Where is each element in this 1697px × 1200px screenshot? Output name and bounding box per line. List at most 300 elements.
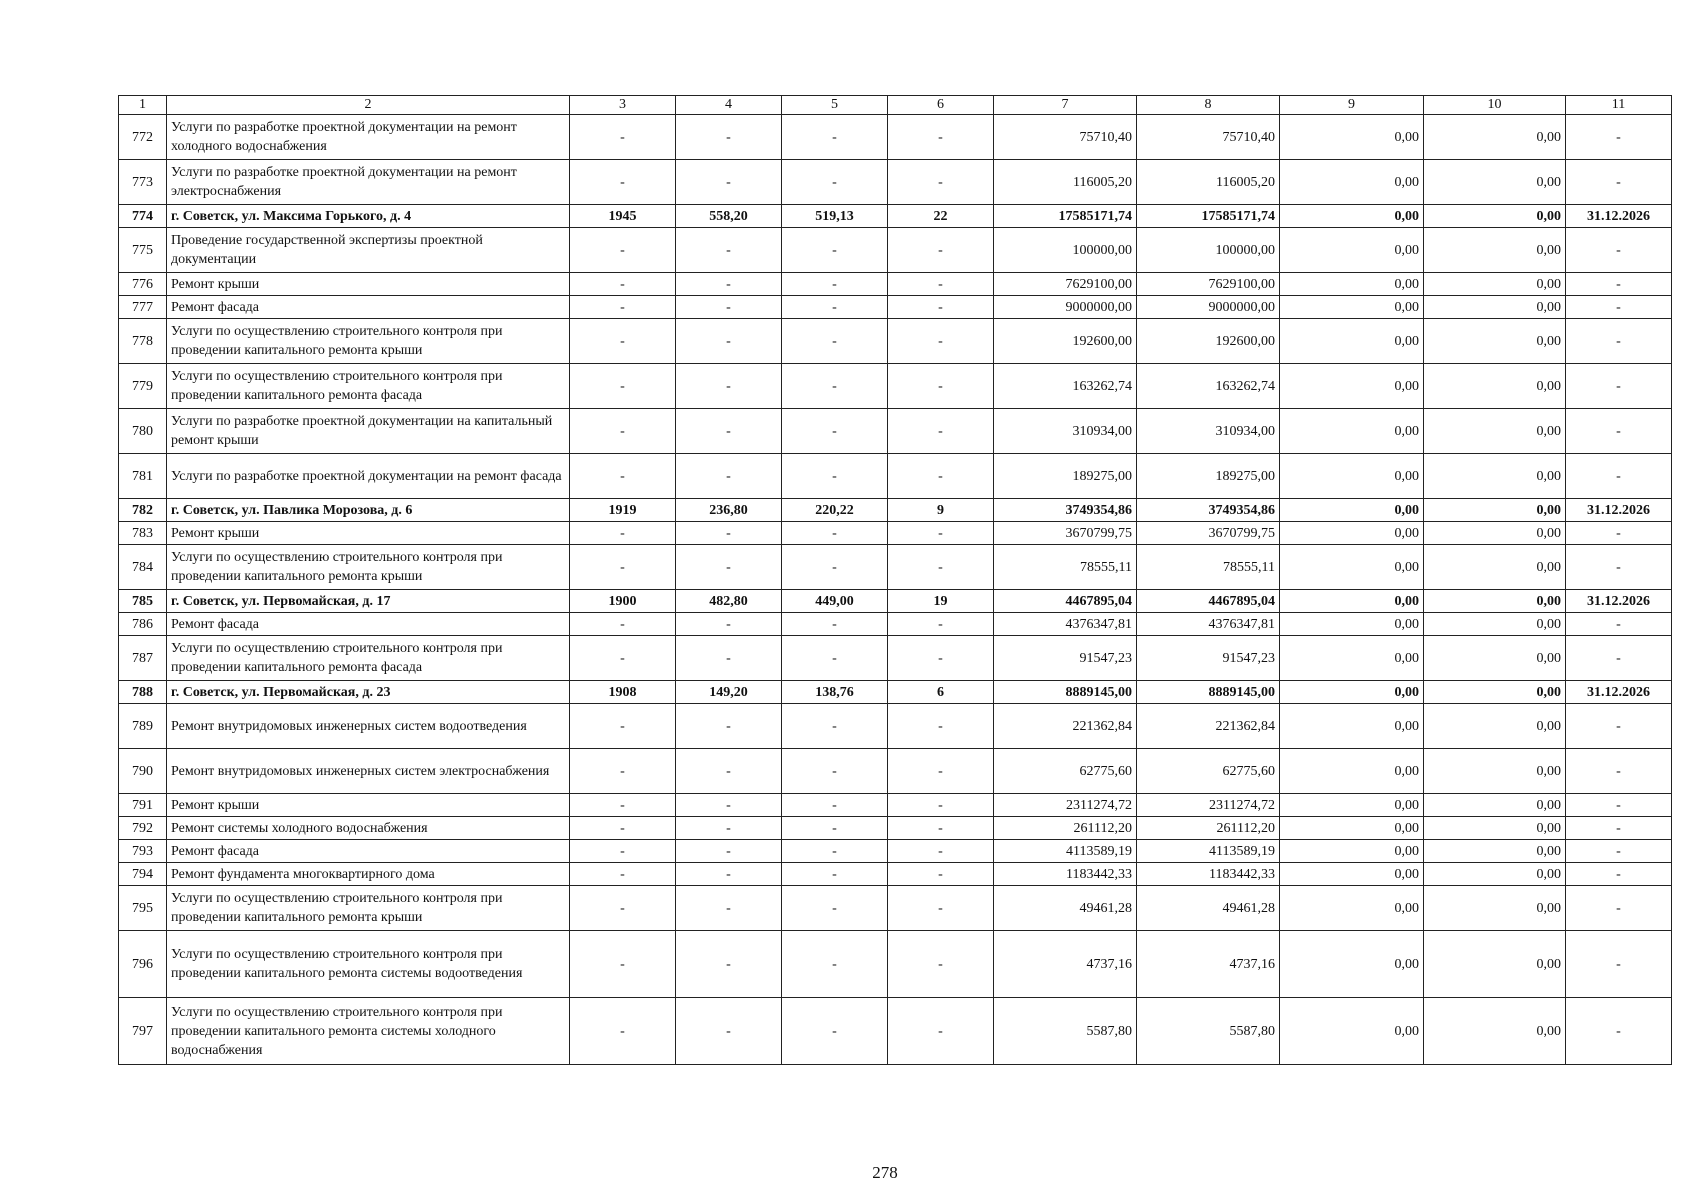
cell-description: Ремонт фасада [167, 613, 570, 636]
cell-cost-budget: 0,00 [1280, 319, 1424, 364]
cell-deadline: - [1566, 319, 1672, 364]
cell-row-number: 775 [119, 228, 167, 273]
cell-residents: - [888, 115, 994, 160]
work-row [119, 749, 1672, 794]
cell-area-total: - [676, 704, 782, 749]
cell-area-living: - [782, 886, 888, 931]
cell-cost-total: 100000,00 [994, 228, 1137, 273]
cell-residents: - [888, 296, 994, 319]
cell-row-number: 793 [119, 840, 167, 863]
cell-area-total: - [676, 522, 782, 545]
cell-residents: 19 [888, 590, 994, 613]
cell-area-living: - [782, 998, 888, 1065]
cell-deadline: - [1566, 794, 1672, 817]
cell-cost-other: 0,00 [1424, 409, 1566, 454]
cell-year: 1919 [570, 499, 676, 522]
cell-area-living: - [782, 160, 888, 205]
cell-deadline: 31.12.2026 [1566, 590, 1672, 613]
work-row [119, 636, 1672, 681]
work-row [119, 704, 1672, 749]
cell-cost-total: 49461,28 [994, 886, 1137, 931]
cell-cost-total: 3749354,86 [994, 499, 1137, 522]
cell-cost-other: 0,00 [1424, 590, 1566, 613]
cell-description: г. Советск, ул. Первомайская, д. 17 [167, 590, 570, 613]
cell-cost-other: 0,00 [1424, 863, 1566, 886]
cell-cost-other: 0,00 [1424, 636, 1566, 681]
header-row [119, 96, 1672, 115]
cell-row-number: 784 [119, 545, 167, 590]
cell-deadline: 31.12.2026 [1566, 681, 1672, 704]
cell-description: Ремонт крыши [167, 273, 570, 296]
cell-cost-budget: 0,00 [1280, 364, 1424, 409]
cell-year: - [570, 886, 676, 931]
cell-cost-budget: 0,00 [1280, 886, 1424, 931]
cell-cost-total: 17585171,74 [994, 205, 1137, 228]
cell-cost-fund: 261112,20 [1137, 817, 1280, 840]
cell-description: Ремонт системы холодного водоснабжения [167, 817, 570, 840]
cell-area-total: - [676, 319, 782, 364]
cell-cost-fund: 91547,23 [1137, 636, 1280, 681]
cell-area-living: 449,00 [782, 590, 888, 613]
cell-cost-budget: 0,00 [1280, 160, 1424, 205]
cell-area-living: 519,13 [782, 205, 888, 228]
cell-row-number: 774 [119, 205, 167, 228]
cell-deadline: - [1566, 817, 1672, 840]
cell-deadline: - [1566, 863, 1672, 886]
cell-area-total: 558,20 [676, 205, 782, 228]
cell-cost-budget: 0,00 [1280, 409, 1424, 454]
cell-cost-total: 261112,20 [994, 817, 1137, 840]
cell-cost-fund: 4467895,04 [1137, 590, 1280, 613]
cell-cost-other: 0,00 [1424, 613, 1566, 636]
cell-year: - [570, 454, 676, 499]
cell-cost-fund: 221362,84 [1137, 704, 1280, 749]
cell-cost-budget: 0,00 [1280, 704, 1424, 749]
cell-cost-fund: 17585171,74 [1137, 205, 1280, 228]
work-row [119, 273, 1672, 296]
cell-residents: 9 [888, 499, 994, 522]
cell-area-total: - [676, 840, 782, 863]
work-row [119, 296, 1672, 319]
cell-cost-budget: 0,00 [1280, 681, 1424, 704]
cell-area-total: - [676, 931, 782, 998]
work-row [119, 228, 1672, 273]
cell-description: Услуги по осуществлению строительного контроля при проведении капитального ремонта крыши [167, 319, 570, 364]
address-row [119, 205, 1672, 228]
cell-year: - [570, 364, 676, 409]
cell-deadline: - [1566, 296, 1672, 319]
cell-row-number: 777 [119, 296, 167, 319]
cell-cost-total: 78555,11 [994, 545, 1137, 590]
cell-cost-budget: 0,00 [1280, 749, 1424, 794]
cell-cost-total: 2311274,72 [994, 794, 1137, 817]
cell-cost-fund: 4113589,19 [1137, 840, 1280, 863]
cell-cost-other: 0,00 [1424, 545, 1566, 590]
cell-area-total: - [676, 749, 782, 794]
cell-year: - [570, 749, 676, 794]
cell-area-total: 236,80 [676, 499, 782, 522]
cell-area-total: - [676, 273, 782, 296]
cell-description: Услуги по осуществлению строительного контроля при проведении капитального ремонта системы водоотведения [167, 931, 570, 998]
header-cell-3: 3 [570, 96, 676, 115]
header-cell-5: 5 [782, 96, 888, 115]
cell-year: - [570, 863, 676, 886]
data-table [118, 95, 1672, 1065]
cell-cost-total: 9000000,00 [994, 296, 1137, 319]
cell-deadline: - [1566, 704, 1672, 749]
cell-cost-total: 62775,60 [994, 749, 1137, 794]
work-row [119, 998, 1672, 1065]
cell-deadline: - [1566, 228, 1672, 273]
cell-area-living: - [782, 817, 888, 840]
header-cell-9: 9 [1280, 96, 1424, 115]
page-number: 278 [872, 1163, 898, 1182]
cell-deadline: 31.12.2026 [1566, 499, 1672, 522]
cell-row-number: 776 [119, 273, 167, 296]
work-row [119, 160, 1672, 205]
cell-cost-total: 192600,00 [994, 319, 1137, 364]
cell-deadline: - [1566, 545, 1672, 590]
cell-cost-fund: 78555,11 [1137, 545, 1280, 590]
work-row [119, 886, 1672, 931]
cell-cost-other: 0,00 [1424, 364, 1566, 409]
cell-residents: - [888, 613, 994, 636]
header-cell-10: 10 [1424, 96, 1566, 115]
cell-area-living: - [782, 409, 888, 454]
cell-year: - [570, 840, 676, 863]
cell-year: - [570, 319, 676, 364]
cell-deadline: - [1566, 613, 1672, 636]
cell-deadline: - [1566, 840, 1672, 863]
cell-cost-budget: 0,00 [1280, 273, 1424, 296]
cell-cost-budget: 0,00 [1280, 794, 1424, 817]
cell-cost-fund: 192600,00 [1137, 319, 1280, 364]
cell-row-number: 773 [119, 160, 167, 205]
cell-cost-other: 0,00 [1424, 681, 1566, 704]
header-cell-8: 8 [1137, 96, 1280, 115]
cell-description: Проведение государственной экспертизы проектной документации [167, 228, 570, 273]
cell-row-number: 778 [119, 319, 167, 364]
cell-year: - [570, 296, 676, 319]
cell-deadline: - [1566, 409, 1672, 454]
cell-description: Услуги по разработке проектной документации на ремонт электроснабжения [167, 160, 570, 205]
cell-residents: - [888, 273, 994, 296]
cell-year: 1908 [570, 681, 676, 704]
work-row [119, 319, 1672, 364]
cell-residents: - [888, 998, 994, 1065]
cell-cost-fund: 100000,00 [1137, 228, 1280, 273]
cell-description: Ремонт фасада [167, 840, 570, 863]
cell-area-living: - [782, 454, 888, 499]
cell-cost-other: 0,00 [1424, 228, 1566, 273]
cell-cost-other: 0,00 [1424, 704, 1566, 749]
cell-row-number: 795 [119, 886, 167, 931]
work-row [119, 115, 1672, 160]
cell-deadline: - [1566, 160, 1672, 205]
cell-cost-fund: 5587,80 [1137, 998, 1280, 1065]
cell-residents: - [888, 319, 994, 364]
cell-area-total: - [676, 794, 782, 817]
cell-deadline: - [1566, 454, 1672, 499]
cell-cost-budget: 0,00 [1280, 817, 1424, 840]
cell-area-living: 138,76 [782, 681, 888, 704]
cell-cost-other: 0,00 [1424, 296, 1566, 319]
cell-area-living: - [782, 636, 888, 681]
cell-year: - [570, 613, 676, 636]
cell-cost-other: 0,00 [1424, 749, 1566, 794]
cell-cost-fund: 3670799,75 [1137, 522, 1280, 545]
cell-deadline: - [1566, 636, 1672, 681]
address-row [119, 681, 1672, 704]
cell-row-number: 796 [119, 931, 167, 998]
cell-deadline: - [1566, 364, 1672, 409]
cell-cost-budget: 0,00 [1280, 998, 1424, 1065]
cell-description: Услуги по разработке проектной документации на ремонт фасада [167, 454, 570, 499]
cell-deadline: - [1566, 115, 1672, 160]
cell-deadline: - [1566, 749, 1672, 794]
cell-description: Услуги по разработке проектной документации на ремонт холодного водоснабжения [167, 115, 570, 160]
cell-row-number: 788 [119, 681, 167, 704]
cell-cost-fund: 9000000,00 [1137, 296, 1280, 319]
header-cell-6: 6 [888, 96, 994, 115]
cell-description: Услуги по разработке проектной документации на капитальный ремонт крыши [167, 409, 570, 454]
cell-year: 1945 [570, 205, 676, 228]
cell-area-total: - [676, 160, 782, 205]
cell-row-number: 792 [119, 817, 167, 840]
cell-cost-fund: 4376347,81 [1137, 613, 1280, 636]
cell-cost-fund: 163262,74 [1137, 364, 1280, 409]
cell-cost-other: 0,00 [1424, 817, 1566, 840]
cell-cost-total: 4467895,04 [994, 590, 1137, 613]
cell-cost-budget: 0,00 [1280, 590, 1424, 613]
work-row [119, 794, 1672, 817]
work-row [119, 364, 1672, 409]
cell-cost-fund: 3749354,86 [1137, 499, 1280, 522]
cell-cost-total: 8889145,00 [994, 681, 1137, 704]
cell-deadline: - [1566, 273, 1672, 296]
cell-area-living: - [782, 863, 888, 886]
cell-area-total: - [676, 817, 782, 840]
cell-area-living: - [782, 228, 888, 273]
cell-cost-budget: 0,00 [1280, 522, 1424, 545]
cell-cost-fund: 49461,28 [1137, 886, 1280, 931]
cell-residents: - [888, 863, 994, 886]
cell-cost-total: 75710,40 [994, 115, 1137, 160]
cell-cost-other: 0,00 [1424, 273, 1566, 296]
cell-area-total: - [676, 228, 782, 273]
cell-row-number: 783 [119, 522, 167, 545]
cell-area-living: - [782, 613, 888, 636]
cell-cost-other: 0,00 [1424, 931, 1566, 998]
cell-residents: - [888, 840, 994, 863]
cell-year: - [570, 160, 676, 205]
cell-area-total: - [676, 886, 782, 931]
cell-cost-other: 0,00 [1424, 886, 1566, 931]
cell-year: - [570, 704, 676, 749]
cell-area-total: - [676, 409, 782, 454]
cell-residents: - [888, 454, 994, 499]
cell-residents: - [888, 160, 994, 205]
cell-year: - [570, 998, 676, 1065]
work-row [119, 545, 1672, 590]
cell-row-number: 772 [119, 115, 167, 160]
cell-cost-total: 163262,74 [994, 364, 1137, 409]
cell-residents: - [888, 931, 994, 998]
cell-cost-fund: 116005,20 [1137, 160, 1280, 205]
cell-description: Ремонт крыши [167, 522, 570, 545]
work-row [119, 840, 1672, 863]
cell-description: Услуги по осуществлению строительного контроля при проведении капитального ремонта крыши [167, 545, 570, 590]
cell-cost-total: 3670799,75 [994, 522, 1137, 545]
cell-area-living: - [782, 522, 888, 545]
cell-row-number: 797 [119, 998, 167, 1065]
cell-area-total: - [676, 863, 782, 886]
cell-cost-fund: 310934,00 [1137, 409, 1280, 454]
cell-cost-total: 4376347,81 [994, 613, 1137, 636]
work-row [119, 863, 1672, 886]
cell-area-living: - [782, 545, 888, 590]
cell-cost-other: 0,00 [1424, 205, 1566, 228]
cell-description: Ремонт фасада [167, 296, 570, 319]
work-row [119, 613, 1672, 636]
cell-row-number: 780 [119, 409, 167, 454]
cell-year: - [570, 794, 676, 817]
cell-residents: - [888, 794, 994, 817]
cell-area-living: - [782, 749, 888, 794]
cell-row-number: 789 [119, 704, 167, 749]
cell-residents: - [888, 364, 994, 409]
cell-area-total: - [676, 364, 782, 409]
cell-cost-total: 5587,80 [994, 998, 1137, 1065]
cell-cost-budget: 0,00 [1280, 499, 1424, 522]
work-row [119, 817, 1672, 840]
cell-area-total: - [676, 454, 782, 499]
cell-year: - [570, 228, 676, 273]
cell-cost-other: 0,00 [1424, 522, 1566, 545]
cell-cost-budget: 0,00 [1280, 931, 1424, 998]
cell-row-number: 786 [119, 613, 167, 636]
cell-area-living: - [782, 296, 888, 319]
cell-cost-total: 310934,00 [994, 409, 1137, 454]
cell-deadline: 31.12.2026 [1566, 205, 1672, 228]
cell-deadline: - [1566, 931, 1672, 998]
work-row [119, 409, 1672, 454]
cell-year: - [570, 522, 676, 545]
cell-cost-fund: 7629100,00 [1137, 273, 1280, 296]
cell-cost-other: 0,00 [1424, 160, 1566, 205]
cell-cost-total: 91547,23 [994, 636, 1137, 681]
cell-residents: - [888, 545, 994, 590]
cell-area-total: - [676, 636, 782, 681]
table-body [119, 96, 1672, 1065]
cell-description: Ремонт внутридомовых инженерных систем водоотведения [167, 704, 570, 749]
cell-area-living: - [782, 840, 888, 863]
cell-cost-other: 0,00 [1424, 499, 1566, 522]
cell-area-total: - [676, 115, 782, 160]
cell-cost-fund: 62775,60 [1137, 749, 1280, 794]
cell-row-number: 782 [119, 499, 167, 522]
cell-area-total: - [676, 998, 782, 1065]
cell-deadline: - [1566, 886, 1672, 931]
cell-cost-budget: 0,00 [1280, 636, 1424, 681]
cell-cost-other: 0,00 [1424, 840, 1566, 863]
address-row [119, 499, 1672, 522]
cell-cost-other: 0,00 [1424, 794, 1566, 817]
cell-cost-other: 0,00 [1424, 319, 1566, 364]
cell-deadline: - [1566, 522, 1672, 545]
cell-year: - [570, 273, 676, 296]
cell-cost-fund: 1183442,33 [1137, 863, 1280, 886]
cell-description: Услуги по осуществлению строительного контроля при проведении капитального ремонта системы холодного водоснабжения [167, 998, 570, 1065]
cell-residents: - [888, 228, 994, 273]
cell-row-number: 790 [119, 749, 167, 794]
cell-residents: - [888, 522, 994, 545]
cell-cost-total: 4737,16 [994, 931, 1137, 998]
cell-residents: - [888, 636, 994, 681]
work-row [119, 454, 1672, 499]
cell-cost-budget: 0,00 [1280, 613, 1424, 636]
cell-row-number: 794 [119, 863, 167, 886]
cell-description: Услуги по осуществлению строительного контроля при проведении капитального ремонта фасада [167, 636, 570, 681]
cell-row-number: 791 [119, 794, 167, 817]
cell-residents: - [888, 886, 994, 931]
cell-cost-budget: 0,00 [1280, 296, 1424, 319]
cell-description: г. Советск, ул. Первомайская, д. 23 [167, 681, 570, 704]
cell-cost-budget: 0,00 [1280, 115, 1424, 160]
cell-year: - [570, 636, 676, 681]
cell-cost-total: 4113589,19 [994, 840, 1137, 863]
header-cell-2: 2 [167, 96, 570, 115]
cell-cost-budget: 0,00 [1280, 545, 1424, 590]
cell-description: г. Советск, ул. Павлика Морозова, д. 6 [167, 499, 570, 522]
address-row [119, 590, 1672, 613]
cell-description: Ремонт крыши [167, 794, 570, 817]
cell-row-number: 779 [119, 364, 167, 409]
cell-cost-fund: 2311274,72 [1137, 794, 1280, 817]
cell-description: Ремонт фундамента многоквартирного дома [167, 863, 570, 886]
cell-description: Услуги по осуществлению строительного контроля при проведении капитального ремонта крыши [167, 886, 570, 931]
cell-year: - [570, 817, 676, 840]
cell-row-number: 787 [119, 636, 167, 681]
cell-description: г. Советск, ул. Максима Горького, д. 4 [167, 205, 570, 228]
cell-area-living: - [782, 931, 888, 998]
cell-residents: - [888, 817, 994, 840]
header-cell-1: 1 [119, 96, 167, 115]
cell-area-living: 220,22 [782, 499, 888, 522]
cell-cost-fund: 4737,16 [1137, 931, 1280, 998]
cell-area-total: 149,20 [676, 681, 782, 704]
cell-cost-fund: 75710,40 [1137, 115, 1280, 160]
cell-cost-other: 0,00 [1424, 115, 1566, 160]
cell-residents: - [888, 749, 994, 794]
cell-year: - [570, 545, 676, 590]
cell-cost-budget: 0,00 [1280, 840, 1424, 863]
cell-area-living: - [782, 115, 888, 160]
cell-area-living: - [782, 794, 888, 817]
cell-area-total: - [676, 296, 782, 319]
cell-description: Ремонт внутридомовых инженерных систем электроснабжения [167, 749, 570, 794]
cell-cost-total: 1183442,33 [994, 863, 1137, 886]
cell-residents: 22 [888, 205, 994, 228]
cell-residents: - [888, 704, 994, 749]
cell-cost-budget: 0,00 [1280, 454, 1424, 499]
cell-description: Услуги по осуществлению строительного контроля при проведении капитального ремонта фасада [167, 364, 570, 409]
cell-area-living: - [782, 364, 888, 409]
cell-area-living: - [782, 704, 888, 749]
cell-row-number: 785 [119, 590, 167, 613]
cell-area-total: - [676, 545, 782, 590]
cell-area-total: 482,80 [676, 590, 782, 613]
